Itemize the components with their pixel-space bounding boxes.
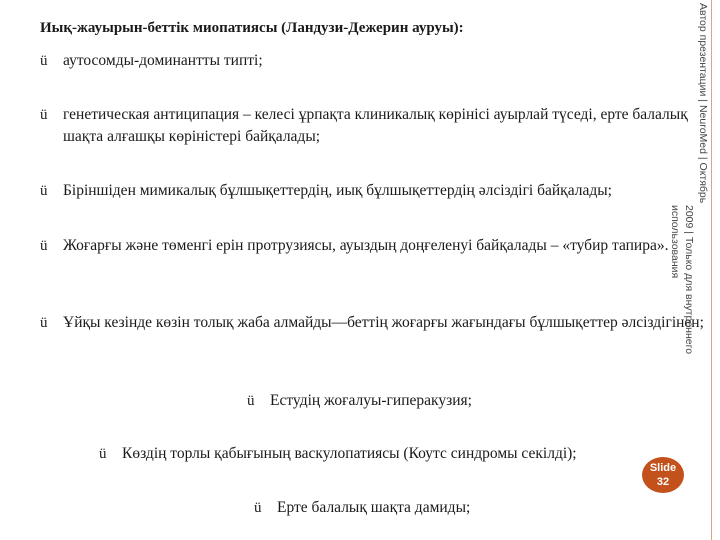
list-item-text: Жоғарғы және төменгі ерін протрузиясы, ауыздың доңғеленуі байқалады – «тубир тапира». [63,237,669,254]
list-item [40,104,688,148]
list-item [40,312,713,334]
list-item [40,235,688,257]
list-item [40,180,708,202]
list-item-text: Көздің торлы қабығының васкулопатиясы (Коутс синдромы секілді); [122,445,577,462]
list-item [99,443,662,465]
list-item-text: генетическая антиципация – келесі ұрпақта клиникалық көрінісі ауырлай түседі, ерте балалық шақта алғашқы көріністері байқалады; [63,106,688,145]
list-item-text: Ұйқы кезінде көзін толық жаба алмайды—беттің жоғарғы жағындағы бұлшықеттер әлсіздігінен; [63,314,704,331]
side-caption-line-3: использования [669,205,681,279]
list-item [254,497,677,519]
list-item-text: Естудің жоғалуы-гиперакузия; [270,392,472,409]
checkmark-icon: ü [40,53,48,69]
list-item [40,50,663,72]
side-caption-line-2: 2009 | Только для внутреннего [683,205,695,355]
checkmark-icon: ü [40,183,48,199]
list-item [247,390,670,412]
page-title: Иық-жауырын-беттік миопатиясы (Ландузи-Дежерин ауруы): [40,20,464,36]
list-item-text: Ерте балалық шақта дамиды; [277,499,471,516]
slide-label: Slide [649,462,677,474]
checkmark-icon: ü [99,446,107,462]
list-item-text: Біріншіден мимикалық бұлшықеттердің, иық бұлшықеттердің әлсіздігі байқалады; [63,182,612,199]
checkmark-icon: ü [40,107,48,123]
slide-number: 32 [656,476,670,488]
right-margin-rule [711,0,712,540]
list-item-text: аутосомды-доминантты типті; [63,52,263,69]
checkmark-icon: ü [40,315,48,331]
side-caption-line-1: Автор презентации | NeuroMed | Октябрь [697,3,709,204]
checkmark-icon: ü [40,238,48,254]
slide-number-badge [642,457,684,493]
checkmark-icon: ü [247,393,255,409]
checkmark-icon: ü [254,500,262,516]
